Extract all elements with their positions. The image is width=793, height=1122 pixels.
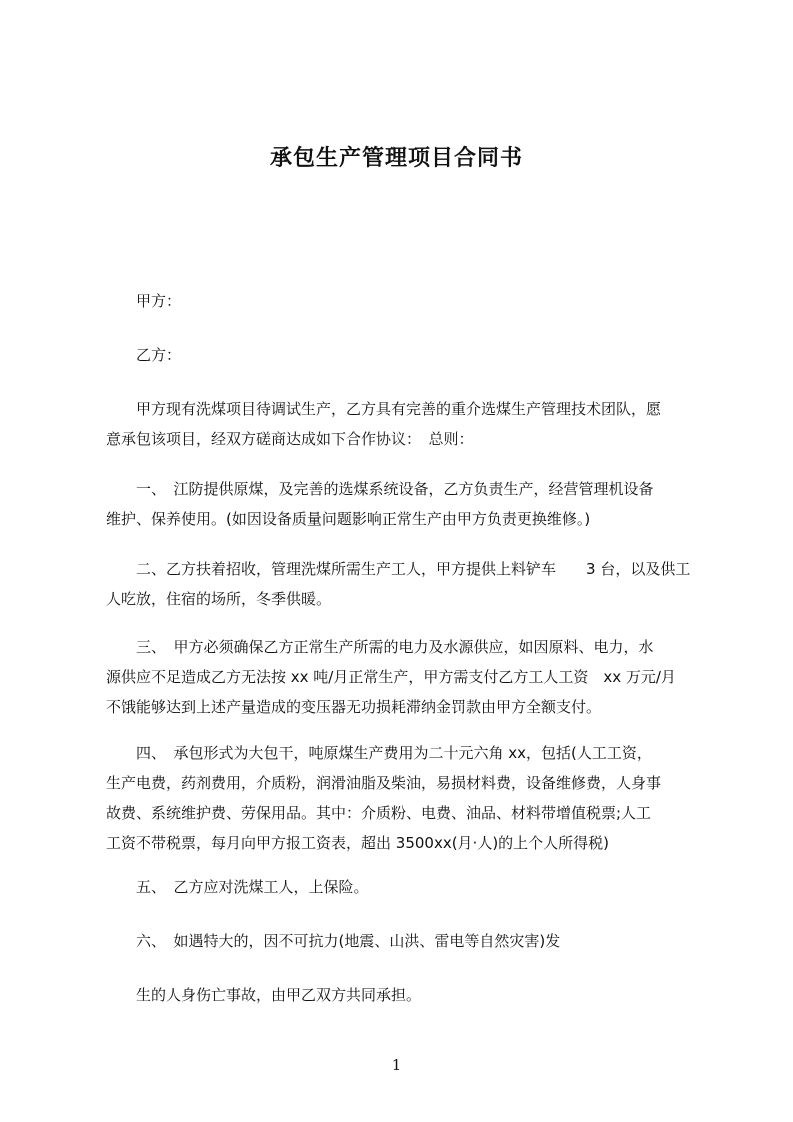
clause-line: 生的人身伤亡事故，由甲乙双方共同承担。 xyxy=(106,986,422,1004)
document-title: 承包生产管理项目合同书 xyxy=(269,146,523,171)
clause-6-continued xyxy=(106,980,706,1010)
clause-line: 源供应不足造成乙方无法按 xx 吨/月正常生产，甲方需支付乙方工人工资 xx 万元/月 xyxy=(106,668,676,686)
clause-line: 生产电费，药剂费用，介质粉，润滑油脂及柴油，易损材料费，设备维修费，人身事 xyxy=(106,774,662,792)
clause-line: 人吃放，住宿的场所，冬季供暖。 xyxy=(106,590,332,608)
clause-line: 不饿能够达到上述产量造成的变压器无功损耗滞纳金罚款由甲方全额支付。 xyxy=(106,698,602,716)
clause-line: 二、乙方扶着招收，管理洗煤所需生产工人，甲方提供上料铲车 3 台，以及供工 xyxy=(106,560,691,578)
party-b-label: 乙方： xyxy=(136,346,182,364)
clause-2 xyxy=(106,554,706,614)
clause-line: 维护、保养使用。(如因设备质量问题影响正常生产由甲方负责更换维修。) xyxy=(106,510,591,528)
clause-1 xyxy=(106,474,706,534)
intro-paragraph xyxy=(106,394,706,454)
clause-line: 一、 江防提供原煤，及完善的选煤系统设备，乙方负责生产，经营管理机设备 xyxy=(106,480,654,498)
clause-3 xyxy=(106,632,706,722)
clause-4 xyxy=(106,738,706,858)
clause-line: 三、 甲方必须确保乙方正常生产所需的电力及水源供应，如因原料、电力，水 xyxy=(106,638,654,656)
clause-line: 五、 乙方应对洗煤工人，上保险。 xyxy=(106,878,369,896)
party-a-label: 甲方： xyxy=(136,292,182,310)
clause-line: 故费、系统维护费、劳保用品。其中：介质粉、电费、油品、材料带增值税票;人工 xyxy=(106,804,652,822)
clause-line: 六、 如遇特大的，因不可抗力(地震、山洪、雷电等自然灾害)发 xyxy=(106,932,561,950)
clause-line: 四、 承包形式为大包干，吨原煤生产费用为二十元六角 xx，包括(人工工资， xyxy=(106,744,652,762)
intro-line: 意承包该项目，经双方磋商达成如下合作协议： 总则： xyxy=(106,430,474,448)
clause-5 xyxy=(106,872,706,902)
clause-line: 工资不带税票，每月向甲方报工资表，超出 3500xx(月·人)的上个人所得税) xyxy=(106,834,610,852)
page-number: 1 xyxy=(391,1056,402,1074)
intro-line: 甲方现有洗煤项目待调试生产，乙方具有完善的重介选煤生产管理技术团队，愿 xyxy=(106,400,662,418)
clause-6 xyxy=(106,926,706,956)
